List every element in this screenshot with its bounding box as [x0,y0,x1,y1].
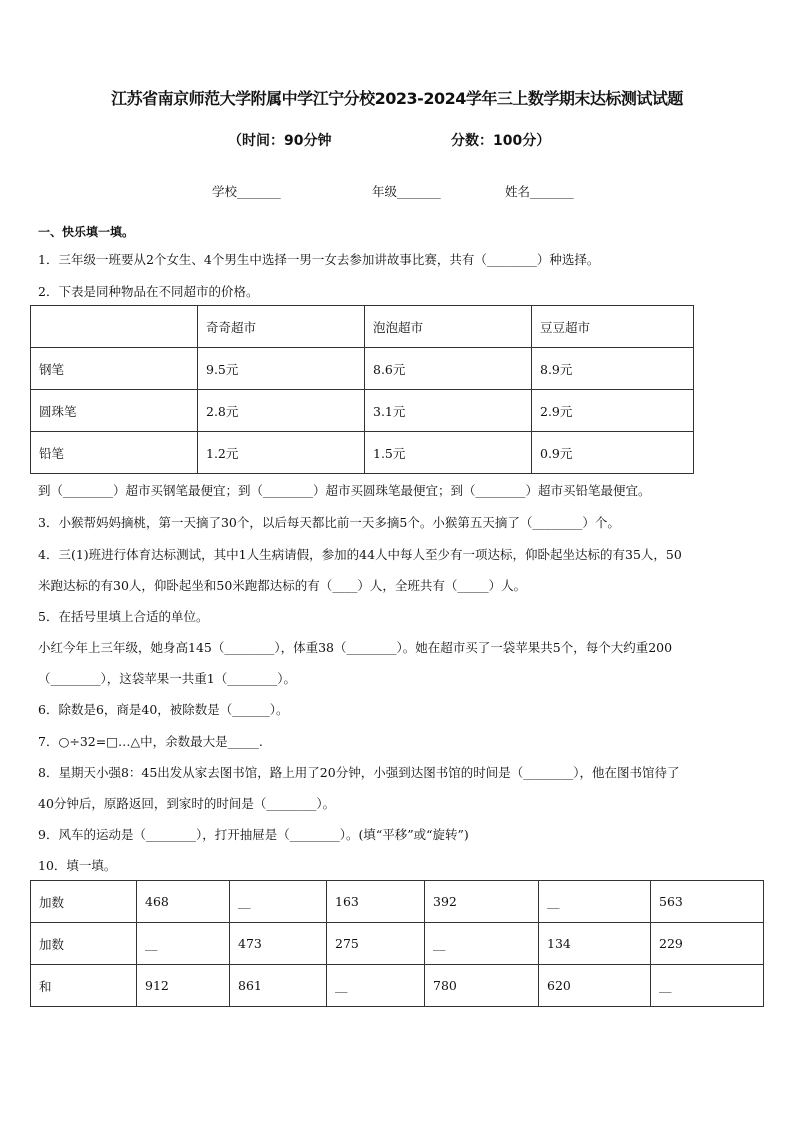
table-row [31,881,764,923]
table-row [31,306,694,348]
table-cell: 和 [31,965,137,1007]
question-2-blanks: 到（________）超市买钢笔最便宜；到（________）超市买圆珠笔最便宜；到（________）超市买铅笔最便宜。 [38,483,651,498]
table-cell: 加数 [31,923,137,965]
table-cell: 3.1元 [365,390,532,432]
table-cell: 1.2元 [198,432,365,474]
table-cell: 1.5元 [365,432,532,474]
question-5: 5．在括号里填上合适的单位。 [38,609,209,624]
question-2: 2．下表是同种物品在不同超市的价格。 [38,284,259,299]
question-8-line-1: 8．星期天小强8：45出发从家去图书馆，路上用了20分钟，小强到达图书馆的时间是（________），他在图书馆待了 [38,765,680,780]
table-cell: 奇奇超市 [198,306,365,348]
table-cell: 豆豆超市 [532,306,694,348]
table-row [31,348,694,390]
table-cell: 861 [230,965,327,1007]
addition-table [30,880,764,1007]
grade-field: 年级_______ [372,184,441,199]
question-10: 10．填一填。 [38,858,117,873]
question-9: 9．风车的运动是（________），打开抽屉是（________）。(填“平移”或“旋转”) [38,827,469,842]
table-cell: 563 [651,881,764,923]
question-3: 3．小猴帮妈妈摘桃，第一天摘了30个，以后每天都比前一天多摘5个。小猴第五天摘了（________）个。 [38,515,620,530]
table-cell: __ [230,881,327,923]
name-field: 姓名_______ [505,184,574,199]
question-7: 7．○÷32=□…△中，余数最大是_____. [38,734,263,749]
question-4-line-2: 米跑达标的有30人，仰卧起坐和50米跑都达标的有（____）人，全班共有（_____）人。 [38,578,527,593]
table-cell: 泡泡超市 [365,306,532,348]
table-cell: 912 [137,965,230,1007]
table-cell: __ [539,881,651,923]
table-cell: 275 [327,923,425,965]
table-row [31,432,694,474]
table-cell: 392 [425,881,539,923]
table-cell: 2.9元 [532,390,694,432]
table-cell: __ [651,965,764,1007]
section-heading: 一、快乐填一填。 [38,225,135,239]
page-title: 江苏省南京师范大学附属中学江宁分校2023-2024学年三上数学期末达标测试试题 [111,89,683,108]
question-5-line-2: （________），这袋苹果一共重1（________）。 [38,671,296,686]
table-cell: 铅笔 [31,432,198,474]
table-cell: 468 [137,881,230,923]
table-cell: 229 [651,923,764,965]
price-table [30,305,694,474]
table-cell: 8.6元 [365,348,532,390]
table-cell: 163 [327,881,425,923]
exam-time: （时间：90分钟 [228,133,332,149]
table-cell: 620 [539,965,651,1007]
table-cell: 圆珠笔 [31,390,198,432]
table-cell: __ [425,923,539,965]
table-cell [31,306,198,348]
table-cell: 9.5元 [198,348,365,390]
question-5-line-1: 小红今年上三年级，她身高145（________），体重38（________）。她在超市买了一袋苹果共5个，每个大约重200 [38,640,673,655]
table-cell: 134 [539,923,651,965]
table-cell: __ [327,965,425,1007]
table-cell: 473 [230,923,327,965]
question-8-line-2: 40分钟后，原路返回，到家时的时间是（________）。 [38,796,336,811]
question-4-line-1: 4．三(1)班进行体育达标测试，其中1人生病请假，参加的44人中每人至少有一项达标，仰卧起坐达标的有35人，50 [38,547,682,562]
table-cell: 加数 [31,881,137,923]
table-cell: 钢笔 [31,348,198,390]
table-cell: 780 [425,965,539,1007]
exam-score: 分数：100分） [451,133,551,149]
table-cell: 2.8元 [198,390,365,432]
table-cell: 0.9元 [532,432,694,474]
table-cell: __ [137,923,230,965]
table-row [31,390,694,432]
question-1: 1．三年级一班要从2个女生、4个男生中选择一男一女去参加讲故事比赛，共有（________）种选择。 [38,252,600,267]
question-6: 6．除数是6，商是40，被除数是（______）。 [38,702,289,717]
school-field: 学校_______ [212,184,281,199]
table-cell: 8.9元 [532,348,694,390]
table-row [31,965,764,1007]
table-row [31,923,764,965]
